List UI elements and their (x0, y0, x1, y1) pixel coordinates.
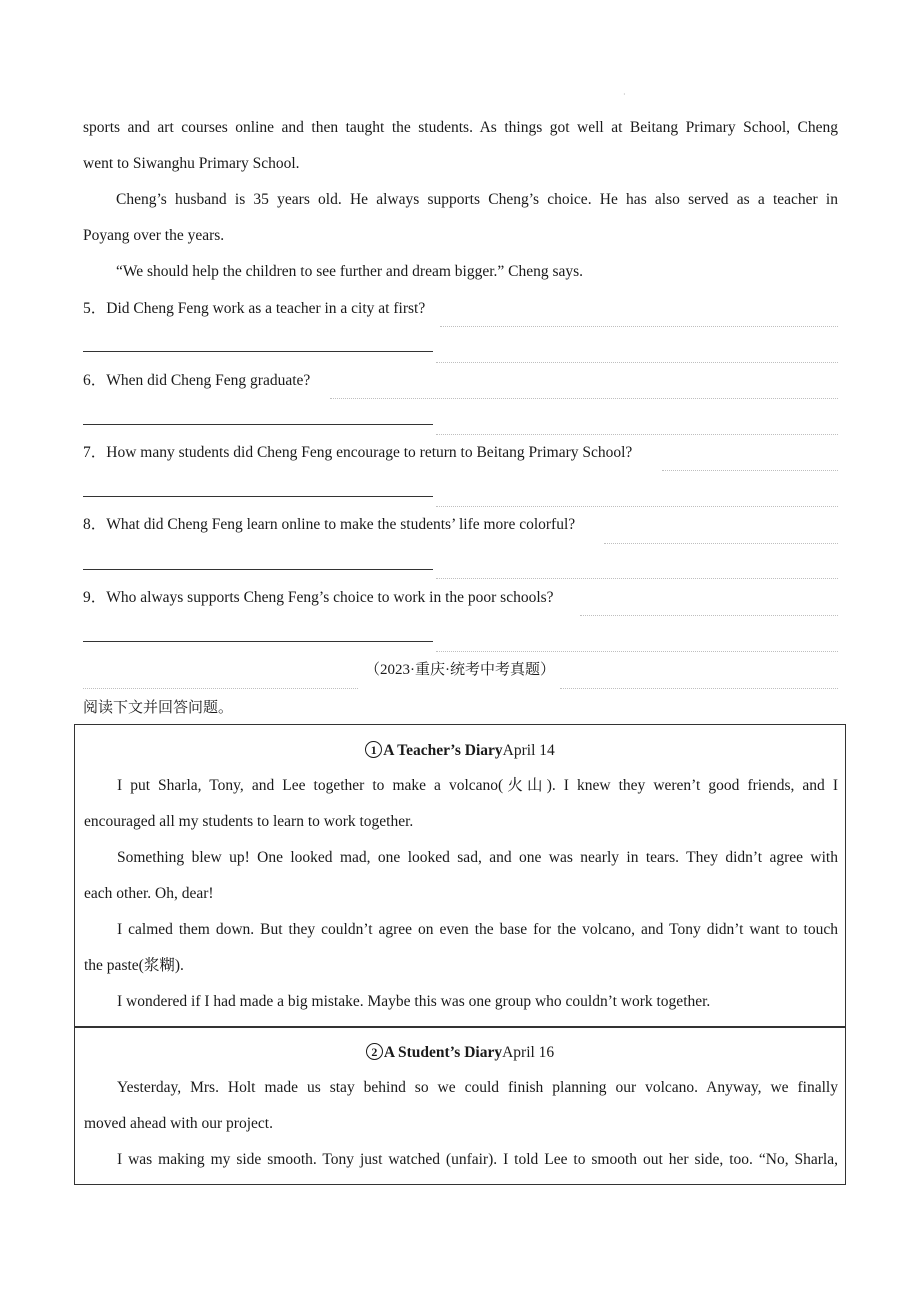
diary-box-teacher (74, 724, 846, 1028)
passage-p1-line2: went to Siwanghu Primary School. (83, 155, 300, 172)
diary-para: I was making my side smooth. Tony just watched (unfair). I told Lee to smooth out her side, too. “No, Sharla, (117, 1151, 838, 1168)
diary-heading: A Student’s Diary (383, 1044, 503, 1061)
dotted-rule (440, 326, 838, 327)
passage-p2-line2: Poyang over the years. (83, 227, 225, 244)
circled-number: 2 (366, 1043, 383, 1060)
question-number: 8． (83, 516, 107, 533)
question-text: When did Cheng Feng graduate? (106, 372, 311, 389)
diary-box-student (74, 1026, 846, 1185)
dotted-rule (662, 470, 838, 471)
answer-line-6[interactable] (83, 424, 433, 425)
dotted-rule (436, 578, 838, 579)
diary-date: April 16 (502, 1044, 555, 1061)
diary-para: I put Sharla, Tony, and Lee together to make a volcano(火山). I knew they weren’t good friends, and I (117, 777, 838, 794)
dotted-rule (604, 543, 838, 544)
diary-heading: A Teacher’s Diary (383, 742, 503, 759)
dotted-rule (436, 651, 838, 652)
diary-title (75, 741, 845, 761)
diary-para: I wondered if I had made a big mistake. Maybe this was one group who couldn’t work together. (117, 993, 711, 1010)
diary-para: encouraged all my students to learn to work together. (84, 813, 414, 830)
question-6 (83, 371, 310, 391)
question-8 (83, 515, 575, 535)
instruction: 阅读下文并回答问题。 (83, 698, 234, 716)
answer-line-5[interactable] (83, 351, 433, 352)
diary-para: moved ahead with our project. (84, 1115, 273, 1132)
diary-para: Something blew up! One looked mad, one looked sad, and one was nearly in tears. They didn’t agree with (117, 849, 838, 866)
question-text: What did Cheng Feng learn online to make the students’ life more colorful? (106, 516, 576, 533)
question-number: 7． (83, 444, 107, 461)
passage-p1-line1: sports and art courses online and then taught the students. As things got well at Beitang Primary School, Cheng (83, 119, 838, 136)
question-text: Did Cheng Feng work as a teacher in a city at first? (106, 300, 426, 317)
passage-p3: “We should help the children to see further and dream bigger.” Cheng says. (116, 263, 584, 280)
question-number: 9． (83, 589, 107, 606)
dotted-rule (436, 362, 838, 363)
page-mark: · (623, 90, 626, 99)
diary-para: the paste(浆糊). (84, 957, 184, 974)
diary-para: I calmed them down. But they couldn’t agree on even the base for the volcano, and Tony didn’t want to touch (117, 921, 838, 938)
question-number: 6． (83, 372, 107, 389)
answer-line-9[interactable] (83, 641, 433, 642)
diary-para: Yesterday, Mrs. Holt made us stay behind so we could finish planning our volcano. Anyway, we finally (117, 1079, 838, 1096)
diary-date: April 14 (502, 742, 555, 759)
dotted-rule (330, 398, 838, 399)
dotted-rule (560, 688, 838, 689)
passage-p2-line1: Cheng’s husband is 35 years old. He always supports Cheng’s choice. He has also served as a teacher in (116, 191, 838, 208)
answer-line-8[interactable] (83, 569, 433, 570)
question-9 (83, 588, 554, 608)
diary-title (75, 1043, 845, 1063)
dotted-rule (436, 506, 838, 507)
question-text: How many students did Cheng Feng encourage to return to Beitang Primary School? (106, 444, 633, 461)
question-5 (83, 299, 425, 319)
dotted-rule (83, 688, 358, 689)
source-label: （2023·重庆·统考中考真题） (365, 662, 555, 678)
answer-line-7[interactable] (83, 496, 433, 497)
question-7 (83, 443, 632, 463)
dotted-rule (580, 615, 838, 616)
dotted-rule (436, 434, 838, 435)
diary-para: each other. Oh, dear! (84, 885, 214, 902)
question-text: Who always supports Cheng Feng’s choice to work in the poor schools? (106, 589, 554, 606)
circled-number: 1 (365, 741, 382, 758)
question-number: 5． (83, 300, 107, 317)
